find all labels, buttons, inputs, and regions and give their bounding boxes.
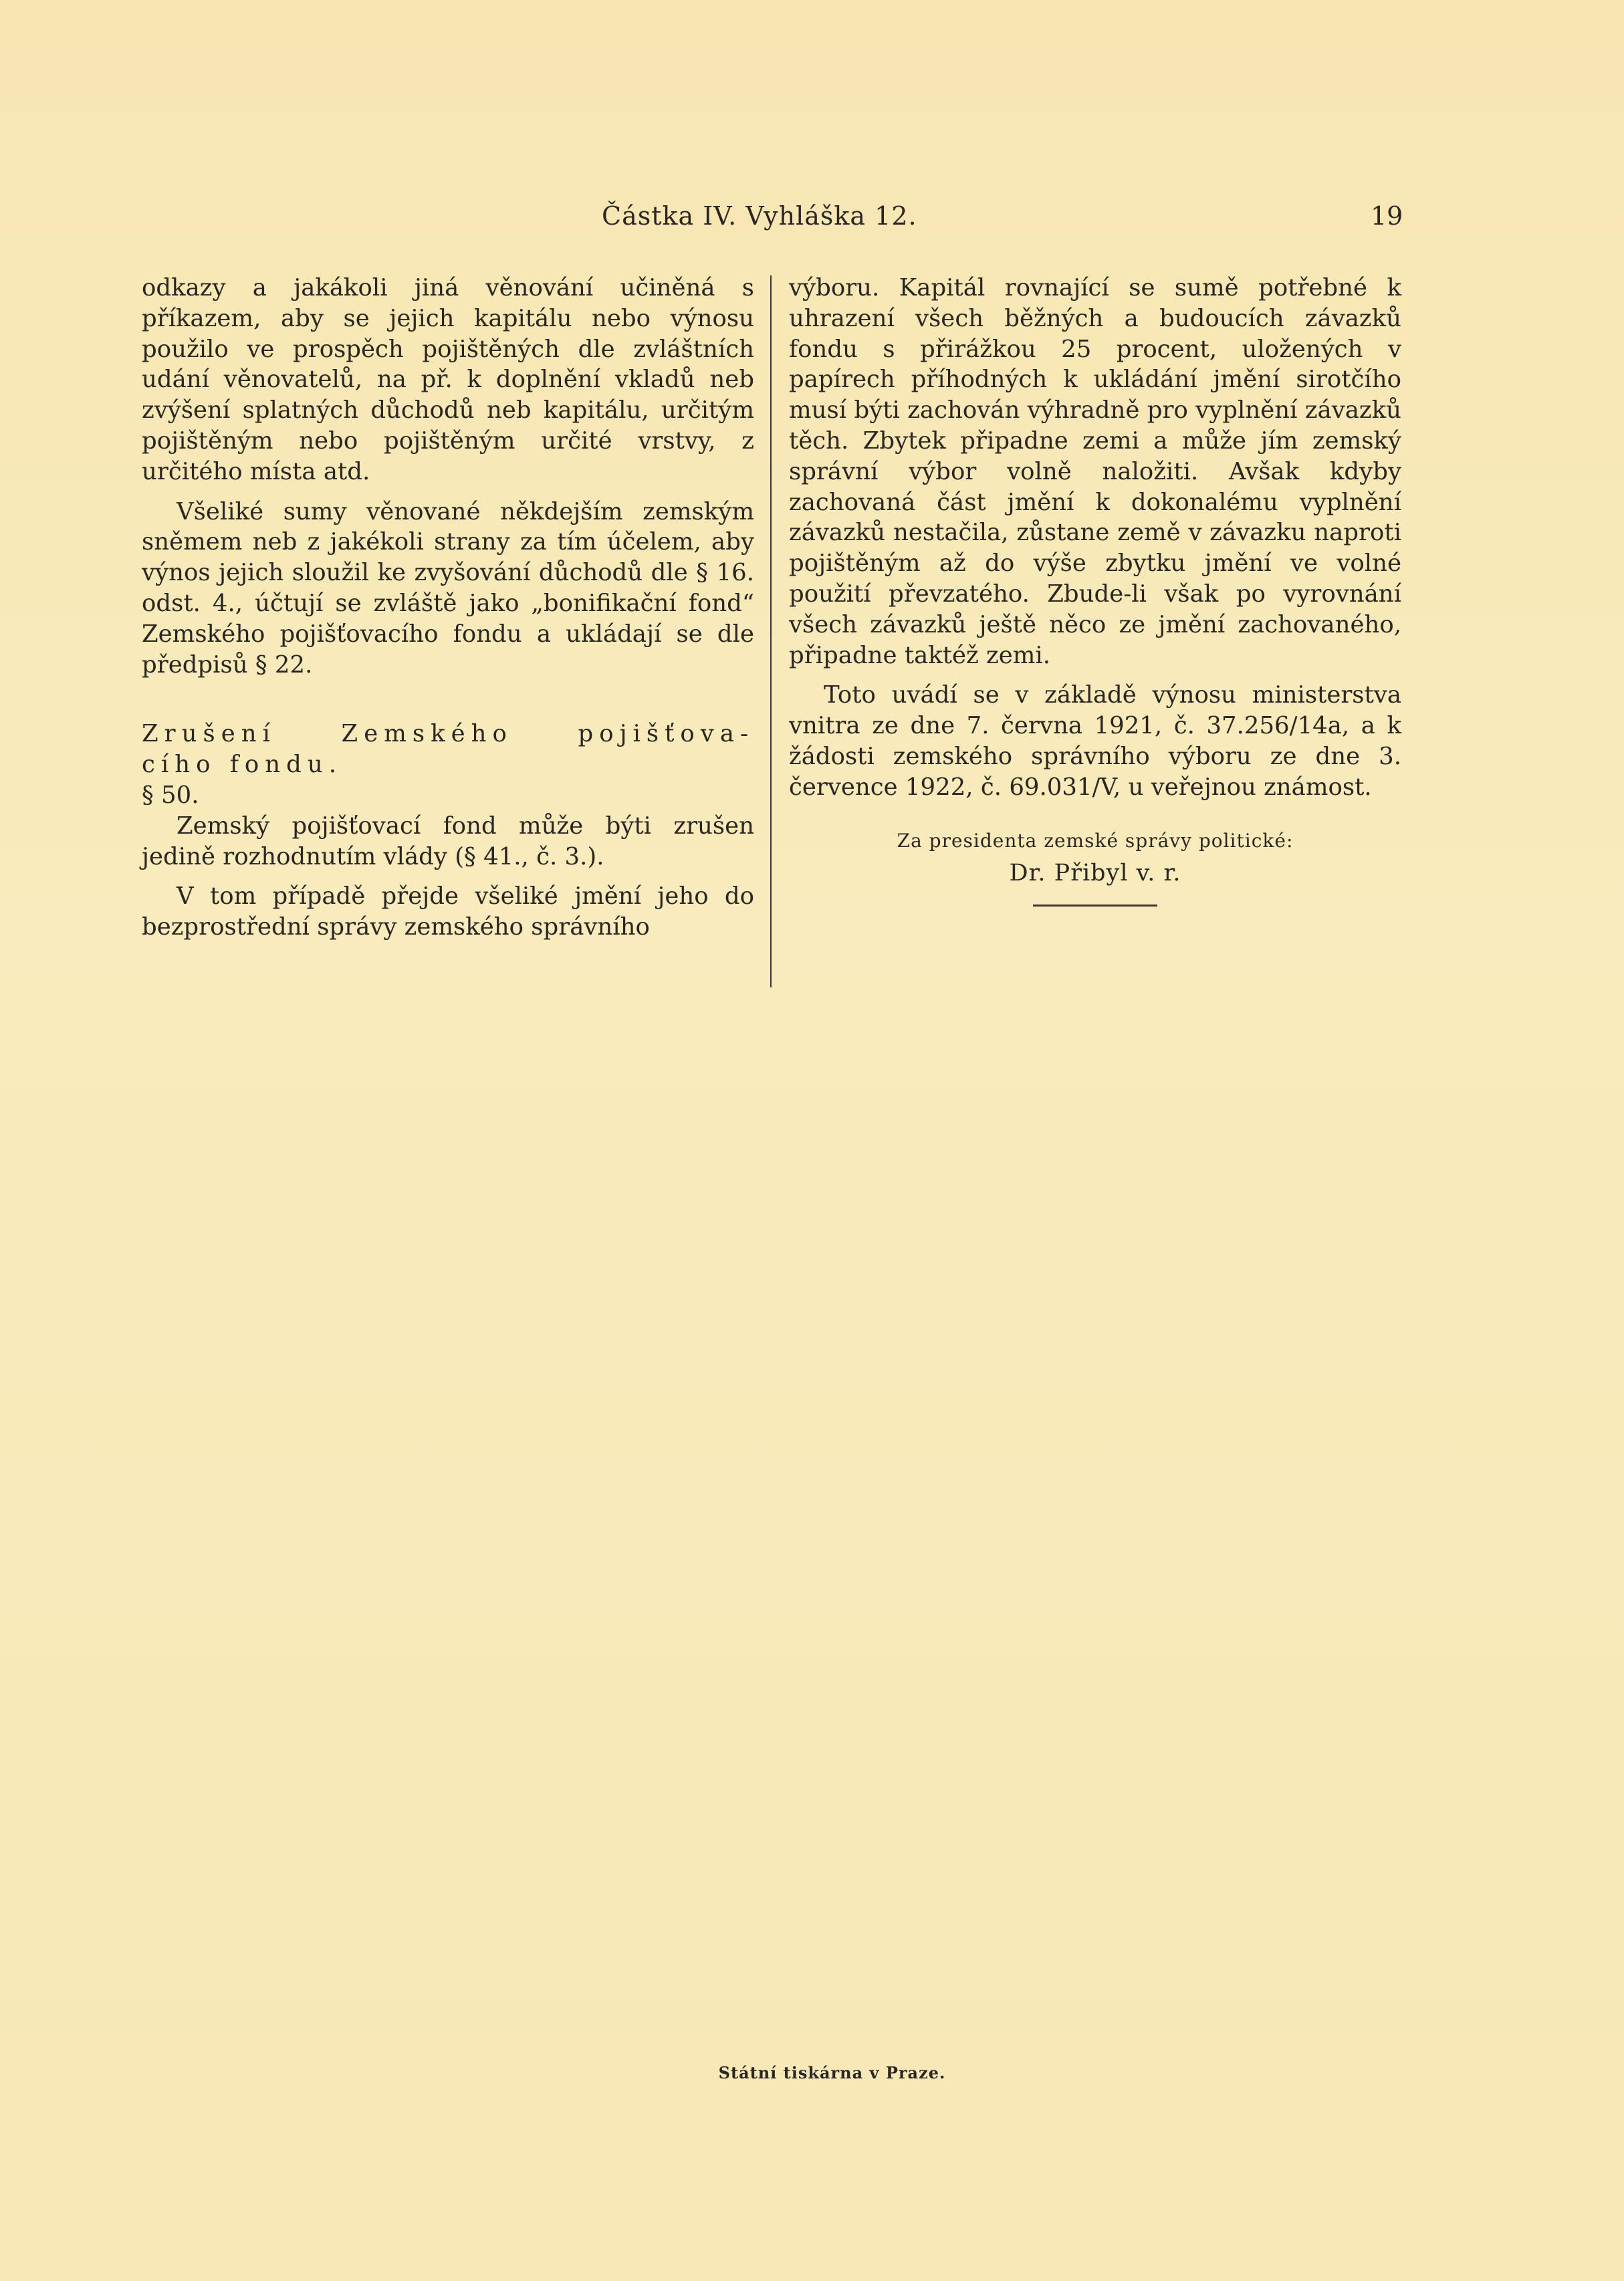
section-heading-line-1: Zrušení Zemského pojišťova-: [142, 720, 754, 748]
left-paragraph-3: Zemský pojišťovací fond může býti zrušen jedině rozhodnutím vlády (§ 41., č. 3.).: [142, 812, 754, 870]
left-paragraph-4: V tom případě přejde všeliké jmění jeho do bezprostřední správy zemského správního: [142, 882, 754, 941]
section-heading-line-2: cího fondu.: [142, 751, 343, 779]
right-paragraph-1: výboru. Kapitál rovnající se sumě potřebné k uhrazení všech běžných a budoucích závazků fondu s přirážkou 25 procent, uložených v papírech příhodných k ukládání jmění sirotčího musí býti zachován výhradně pro vyplnění závazků těch. Zbytek připadne zemi a může jím zemský správní výbor volně naložiti. Avšak kdyby zachovaná část jmění k dokonalému vyplnění závazků nestačila, zůstane země v závazku naproti pojištěným až do výše zbytku jmění ve volné použití převzatého. Zbude-li však po vyrovnání všech závazků ještě něco ze jmění zachovaného, připadne taktéž zemi.: [789, 274, 1401, 669]
signature-rule: [1033, 905, 1157, 907]
header-title: Částka IV. Vyhláška 12.: [602, 201, 917, 231]
page-header: [0, 199, 1624, 233]
right-paragraph-2: Toto uvádí se v základě výnosu ministerstva vnitra ze dne 7. června 1921, č. 37.256/14a, a k žádosti zemského správního výboru ze dne 3. července 1922, č. 69.031/V, u veřejnou známost.: [789, 681, 1401, 801]
column-divider: [770, 275, 772, 987]
section-number: § 50.: [142, 781, 199, 809]
signer-title: Za presidenta zemské správy politické:: [897, 829, 1294, 852]
right-column: [789, 273, 1401, 907]
signer-name: Dr. Přibyl v. r.: [1009, 859, 1181, 886]
printer-footer: [0, 2063, 1624, 2082]
left-paragraph-1: odkazy a jakákoli jiná věnování učiněná s příkazem, aby se jejich kapitálu nebo výnosu použilo ve prospěch pojištěných dle zvláštních udání věnovatelů, na př. k doplnění vkladů neb zvýšení splatných důchodů neb kapitálu, určitým pojištěným nebo pojištěným určité vrstvy, z určitého místa atd.: [142, 274, 754, 485]
left-paragraph-2: Všeliké sumy věnované někdejším zemským sněmem neb z jakékoli strany za tím účelem, aby výnos jejich sloužil ke zvyšování důchodů dle § 16. odst. 4., účtují se zvláště jako „bonifikační fond“ Zemského pojišťovacího fondu a ukládají se dle předpisů § 22.: [142, 497, 754, 679]
printer-name: Státní tiskárna v Praze.: [718, 2063, 946, 2082]
left-column: [142, 273, 754, 943]
page-number: 19: [1371, 201, 1403, 231]
